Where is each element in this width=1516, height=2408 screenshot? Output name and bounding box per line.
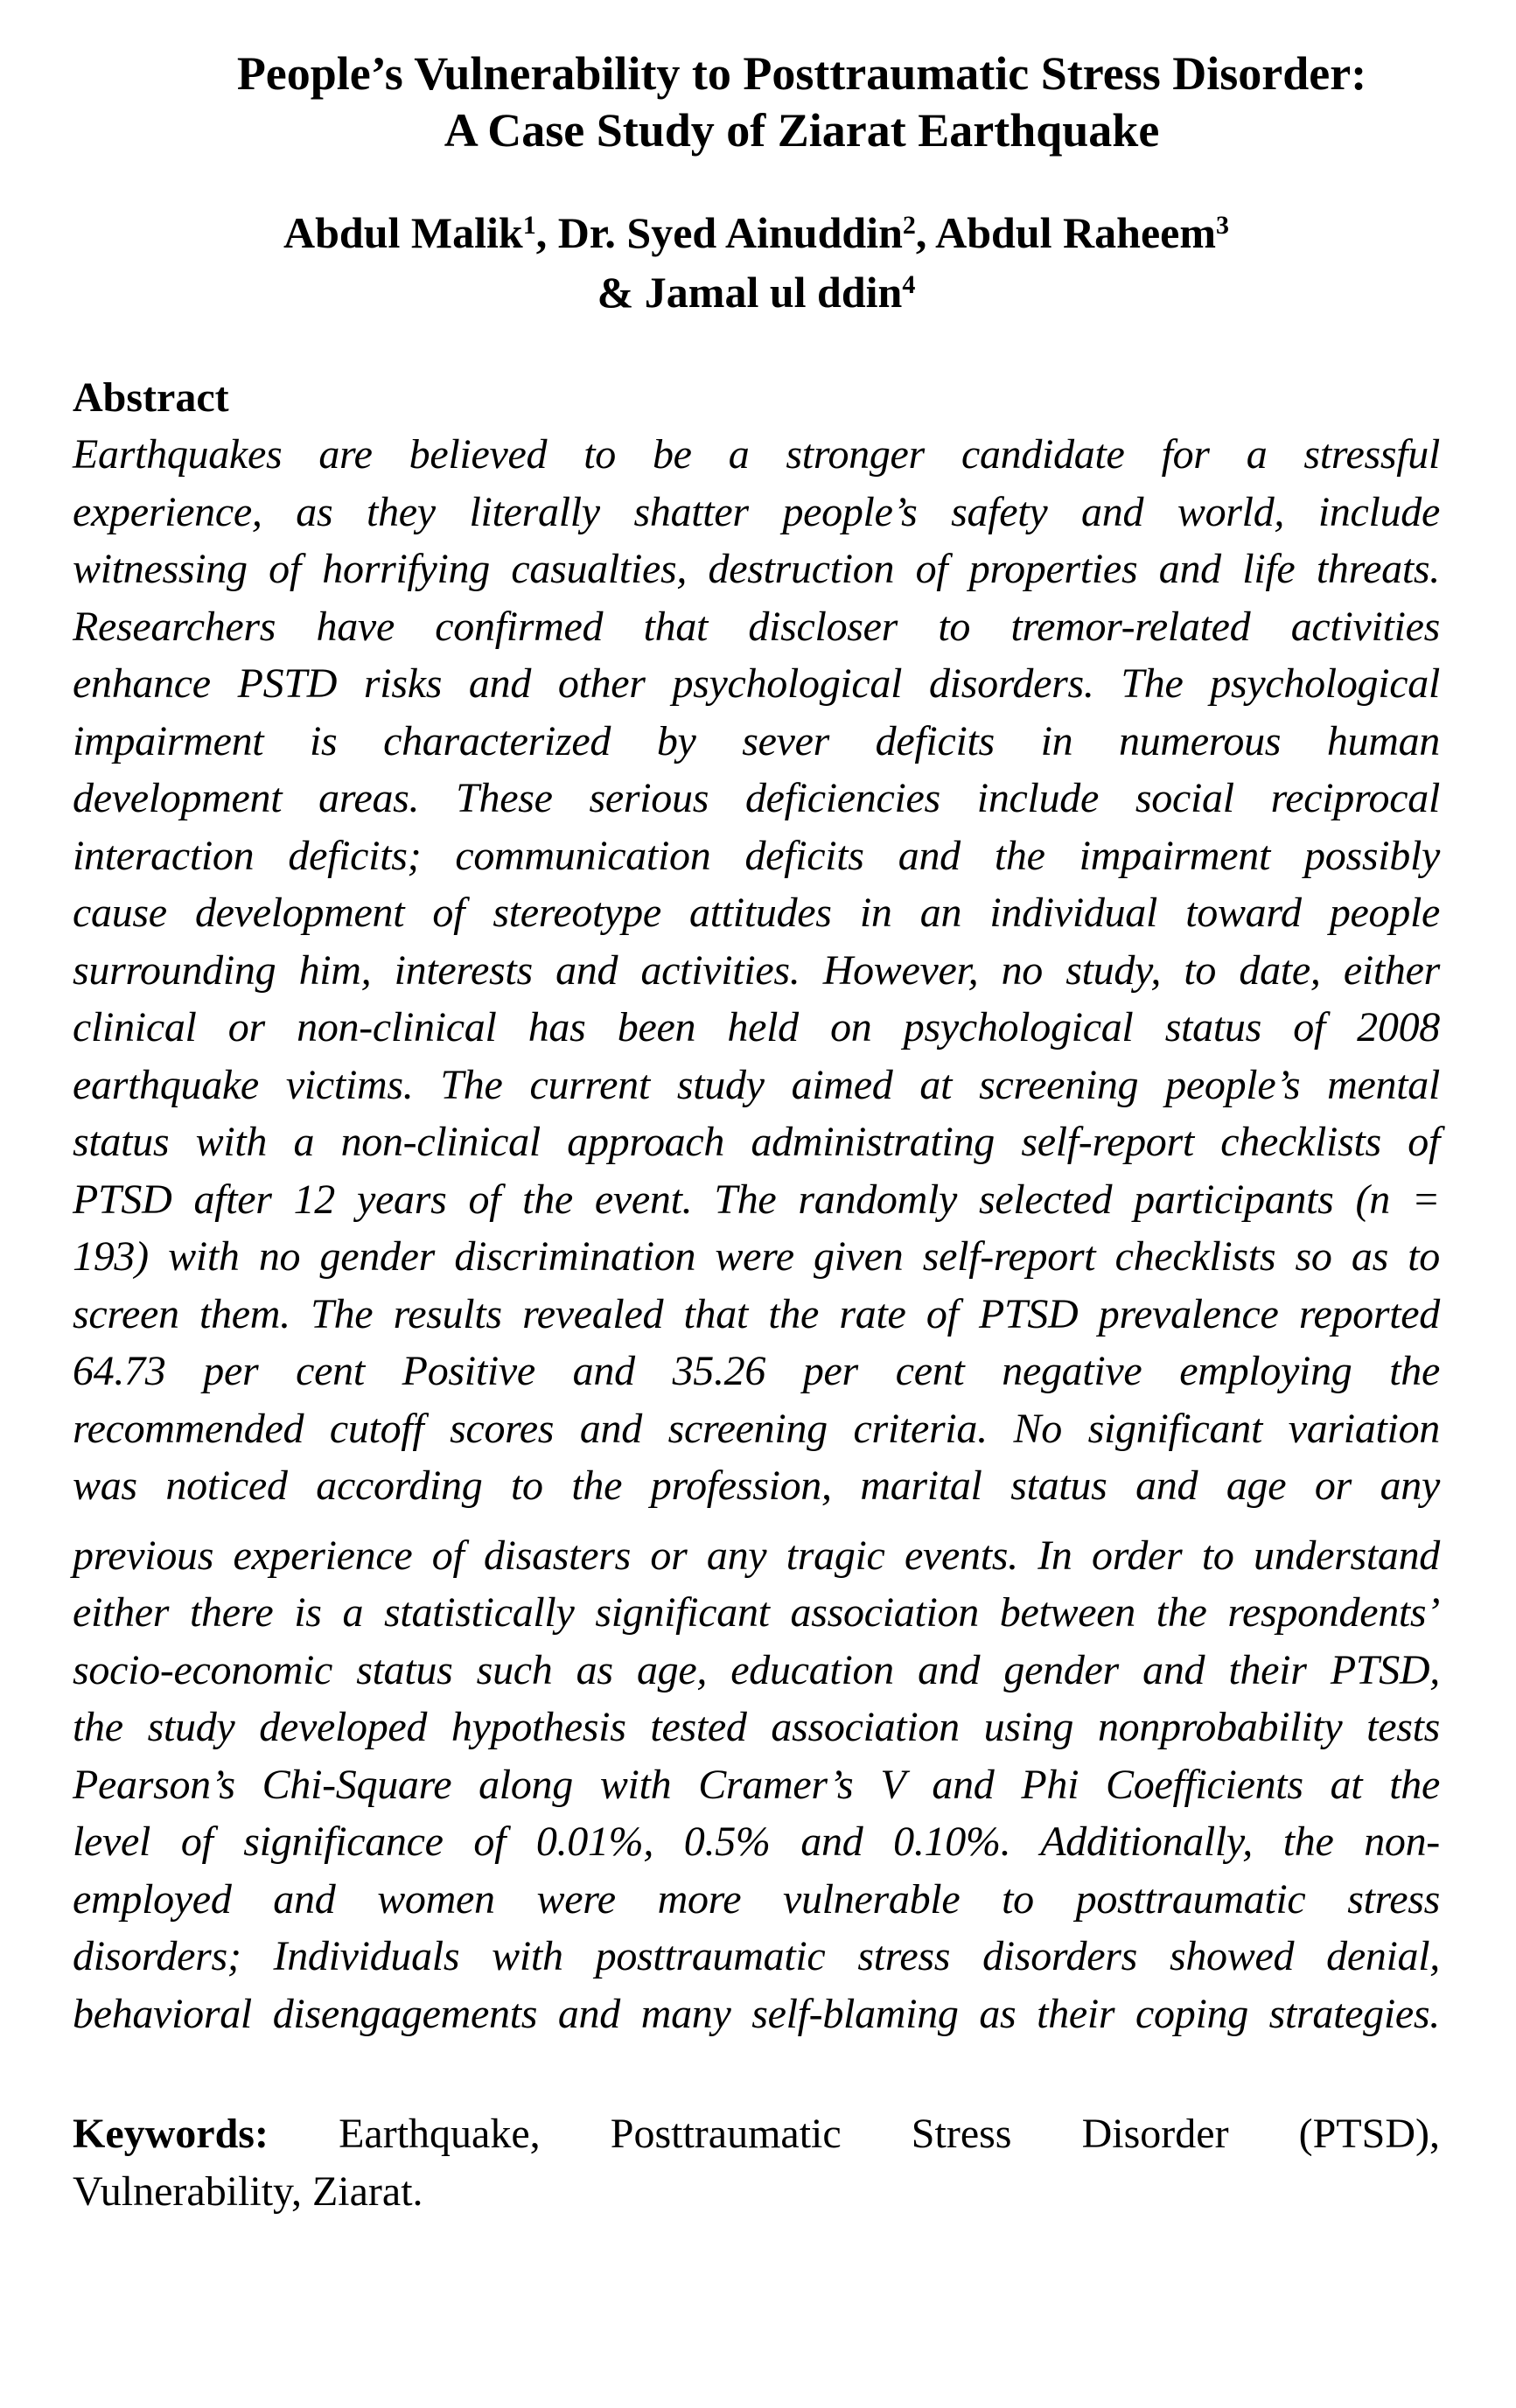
abstract-line: 193) with no gender discrimination were given self-report checklists so as to <box>73 1233 1440 1280</box>
abstract-line: enhance PSTD risks and other psychological disorders. The psychological <box>73 660 1440 707</box>
abstract-heading: Abstract <box>73 374 229 421</box>
authors-line-1 <box>73 206 1440 266</box>
keywords <box>73 2105 1440 2220</box>
text-segment: & Jamal ul ddin <box>597 268 903 317</box>
abstract-line: either there is a statistically significant association between the respondents’ <box>73 1589 1440 1636</box>
superscript: 3 <box>1216 210 1230 240</box>
text-segment: Earthquake, Posttraumatic Stress Disorder (PTSD), <box>268 2111 1440 2157</box>
text-segment: Abdul Malik <box>283 208 523 257</box>
superscript: 1 <box>522 210 536 240</box>
abstract-line: Earthquakes are believed to be a stronger candidate for a stressful <box>73 431 1440 478</box>
abstract-line: socio-economic status such as age, education and gender and their PTSD, <box>73 1646 1440 1693</box>
abstract-line: behavioral disengagements and many self-blaming as their coping strategies. <box>73 1990 1440 2037</box>
abstract-line: earthquake victims. The current study aimed at screening people’s mental <box>73 1061 1440 1108</box>
paper-title-line-2: A Case Study of Ziarat Earthquake <box>444 104 1160 157</box>
text-segment: , Abdul Raheem <box>915 208 1217 257</box>
abstract-line: the study developed hypothesis tested association using nonprobability tests <box>73 1704 1440 1750</box>
superscript: 4 <box>902 269 916 299</box>
abstract-block-1 <box>73 426 1440 1515</box>
abstract-line: status with a non-clinical approach administrating self-report checklists of <box>73 1119 1440 1165</box>
abstract-line: recommended cutoff scores and screening criteria. No significant variation <box>73 1405 1440 1452</box>
abstract-line: surrounding him, interests and activities. However, no study, to date, either <box>73 946 1440 994</box>
abstract-line: Pearson’s Chi-Square along with Cramer’s V and Phi Coefficients at the <box>73 1761 1440 1808</box>
authors-line-2 <box>73 266 1440 325</box>
abstract-line: witnessing of horrifying casualties, destruction of properties and life threats. <box>73 546 1440 592</box>
abstract-line: experience, as they literally shatter people’s safety and world, include <box>73 488 1440 535</box>
abstract-line: cause development of stereotype attitudes in an individual toward people <box>73 890 1440 936</box>
abstract-line: PTSD after 12 years of the event. The randomly selected participants (n = <box>73 1176 1440 1223</box>
superscript: 2 <box>902 210 916 240</box>
abstract-line: employed and women were more vulnerable to posttraumatic stress <box>73 1875 1440 1923</box>
authors <box>73 206 1440 325</box>
abstract-line: interaction deficits; communication deficits and the impairment possibly <box>73 832 1440 879</box>
text-segment: , Dr. Syed Ainuddin <box>535 208 903 257</box>
abstract-line: Researchers have confirmed that discloser to tremor-related activities <box>73 603 1440 650</box>
paper-title <box>118 45 1485 159</box>
abstract-line: 64.73 per cent Positive and 35.26 per cent negative employing the <box>73 1348 1440 1394</box>
abstract-block-2 <box>73 1527 1440 2043</box>
abstract-line: impairment is characterized by sever deficits in numerous human <box>73 717 1440 764</box>
bold-label: Keywords: <box>73 2111 269 2157</box>
keywords-line-1 <box>73 2105 1440 2163</box>
abstract-line: screen them. The results revealed that the rate of PTSD prevalence reported <box>73 1290 1440 1337</box>
keywords-line-2: Vulnerability, Ziarat. <box>73 2167 423 2215</box>
abstract-line: previous experience of disasters or any tragic events. In order to understand <box>73 1532 1440 1579</box>
paper-title-line-1: People’s Vulnerability to Posttraumatic Stress Disorder: <box>236 47 1367 100</box>
abstract-line: level of significance of 0.01%, 0.5% and 0.10%. Additionally, the non- <box>73 1818 1440 1865</box>
abstract-line: development areas. These serious deficiencies include social reciprocal <box>73 775 1440 821</box>
abstract-line: clinical or non-clinical has been held on psychological status of 2008 <box>73 1004 1440 1050</box>
abstract-line: was noticed according to the profession, marital status and age or any <box>73 1462 1440 1509</box>
abstract-line: disorders; Individuals with posttraumatic stress disorders showed denial, <box>73 1933 1440 1979</box>
abstract-paragraph <box>73 426 1440 2042</box>
